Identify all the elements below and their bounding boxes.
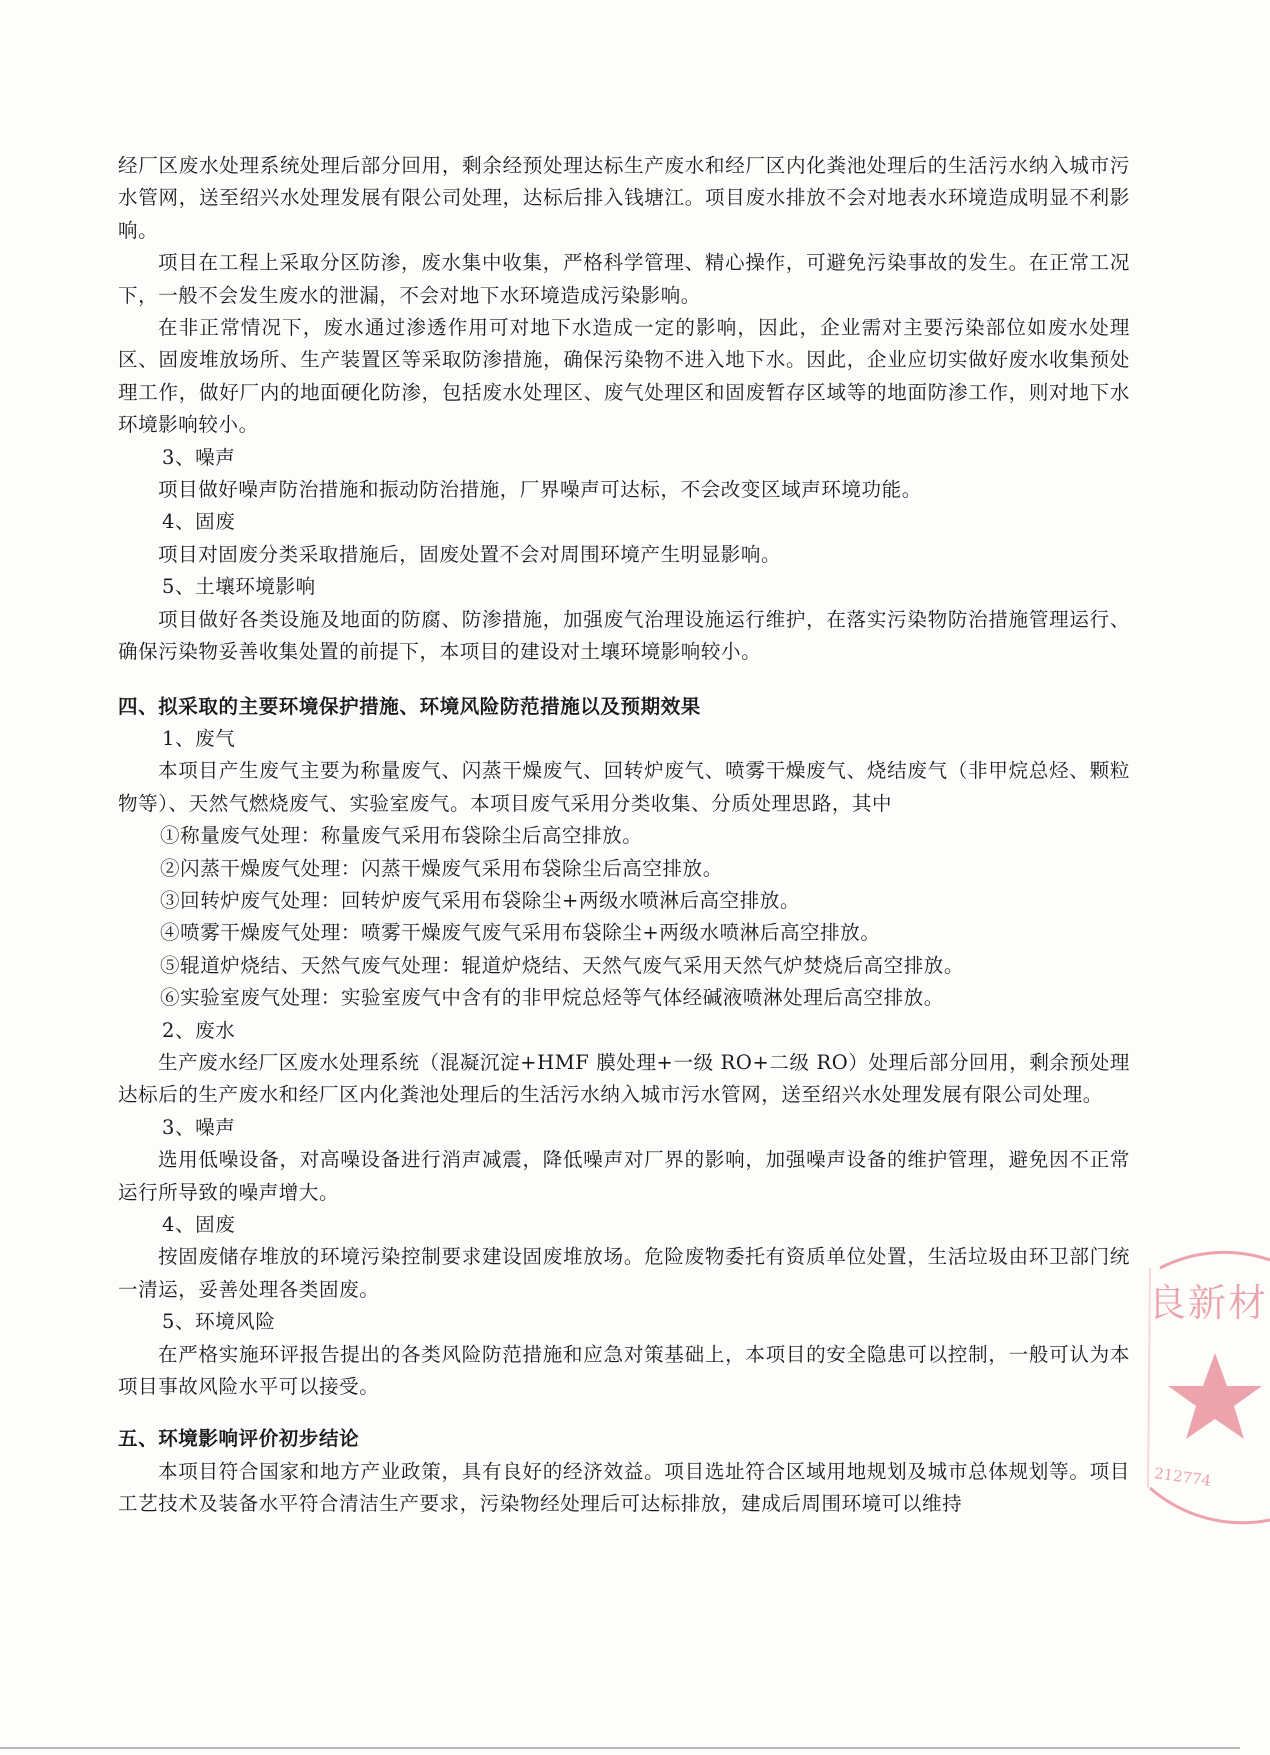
- list-item: ③回转炉废气处理：回转炉废气采用布袋除尘+两级水喷淋后高空排放。: [160, 888, 801, 912]
- paragraph: 项目做好各类设施及地面的防腐、防渗措施，加强废气治理设施运行维护，在落实污染物防治措施管理运行、确保污染物妥善收集处置的前提下，本项目的建设对土壤环境影响较小。: [118, 607, 1130, 664]
- page-bottom-edge: [0, 1747, 1240, 1749]
- subheading: 4、固废: [162, 1213, 236, 1236]
- paragraph: 项目做好噪声防治措施和振动防治措施，厂界噪声可达标，不会改变区域声环境功能。: [158, 478, 922, 502]
- document-body: [118, 150, 1130, 1521]
- list-item: ①称量废气处理：称量废气采用布袋除尘后高空排放。: [160, 824, 643, 848]
- paragraph: 在严格实施环评报告提出的各类风险防范措施和应急对策基础上，本项目的安全隐患可以控制，一般可认为本项目事故风险水平可以接受。: [118, 1342, 1130, 1399]
- subheading: 3、噪声: [162, 445, 236, 469]
- seal-top-text: 良新材: [1148, 1281, 1269, 1325]
- paragraph: 生产废水经厂区废水处理系统（混凝沉淀+HMF 膜处理+一级 RO+二级 RO）处理后部分回用，剩余预处理达标后的生产废水和经厂区内化粪池处理后的生活污水纳入城市污水管网，送至绍兴水处理发展有限公司处理。: [118, 1050, 1130, 1107]
- paragraph: 在非正常情况下，废水通过渗透作用可对地下水造成一定的影响，因此，企业需对主要污染部位如废水处理区、固废堆放场所、生产装置区等采取防渗措施，确保污染物不进入地下水。因此，企业应切实做好废水收集预处理工作，做好厂内的地面硬化防渗，包括废水处理区、废气处理区和固废暂存区域等的地面防渗工作，则对地下水环境影响较小。: [118, 316, 1130, 437]
- subheading: 2、废水: [162, 1018, 236, 1042]
- section-5-title: 五、环境影响评价初步结论: [118, 1427, 360, 1451]
- subheading: 1、废气: [162, 726, 236, 750]
- list-item: ②闪蒸干燥废气处理：闪蒸干燥废气采用布袋除尘后高空排放。: [160, 856, 723, 880]
- subheading: 4、固废: [162, 510, 236, 534]
- subheading: 3、噪声: [162, 1115, 236, 1139]
- section-gap: [118, 1403, 1130, 1423]
- section-4-title: 四、拟采取的主要环境保护措施、环境风险防范措施以及预期效果: [118, 694, 701, 718]
- paragraph: 经厂区废水处理系统处理后部分回用，剩余经预处理达标生产废水和经厂区内化粪池处理后的生活污水纳入城市污水管网，送至绍兴水处理发展有限公司处理，达标后排入钱塘江。项目废水排放不会对地表水环境造成明显不利影响。: [118, 154, 1130, 242]
- list-item: ④喷雾干燥废气处理：喷雾干燥废气废气采用布袋除尘+两级水喷淋后高空排放。: [160, 921, 881, 945]
- paragraph: 本项目产生废气主要为称量废气、闪蒸干燥废气、回转炉废气、喷雾干燥废气、烧结废气（非甲烷总烃、颗粒物等）、天然气燃烧废气、实验室废气。本项目废气采用分类收集、分质处理思路，其中: [118, 759, 1130, 815]
- section-gap: [118, 669, 1130, 691]
- paragraph: 本项目符合国家和地方产业政策，具有良好的经济效益。项目选址符合区域用地规划及城市总体规划等。项目工艺技术及装备水平符合清洁生产要求，污染物经处理后可达标排放，建成后周围环境可以维持: [118, 1459, 1130, 1516]
- list-item: ⑥实验室废气处理：实验室废气中含有的非甲烷总烃等气体经碱液喷淋处理后高空排放。: [160, 986, 944, 1010]
- subheading: 5、土壤环境影响: [162, 575, 316, 599]
- paragraph: 项目对固废分类采取措施后，固废处置不会对周围环境产生明显影响。: [158, 542, 782, 566]
- seal-bottom-text: 212774: [1153, 1464, 1213, 1490]
- paragraph: 项目在工程上采取分区防渗，废水集中收集，严格科学管理、精心操作，可避免污染事故的发生。在正常工况下，一般不会发生废水的泄漏，不会对地下水环境造成污染影响。: [118, 251, 1130, 307]
- company-seal: [1120, 1258, 1270, 1528]
- subheading: 5、环境风险: [162, 1310, 276, 1334]
- list-item: ⑤辊道炉烧结、天然气废气处理：辊道炉烧结、天然气废气采用天然气炉焚烧后高空排放。: [160, 953, 965, 977]
- paragraph: 选用低噪设备，对高噪设备进行消声减震，降低噪声对厂界的影响，加强噪声设备的维护管理，避免因不正常运行所导致的噪声增大。: [118, 1148, 1130, 1204]
- paragraph: 按固废储存堆放的环境污染控制要求建设固废堆放场。危险废物委托有资质单位处置，生活垃圾由环卫部门统一清运，妥善处理各类固废。: [118, 1245, 1130, 1301]
